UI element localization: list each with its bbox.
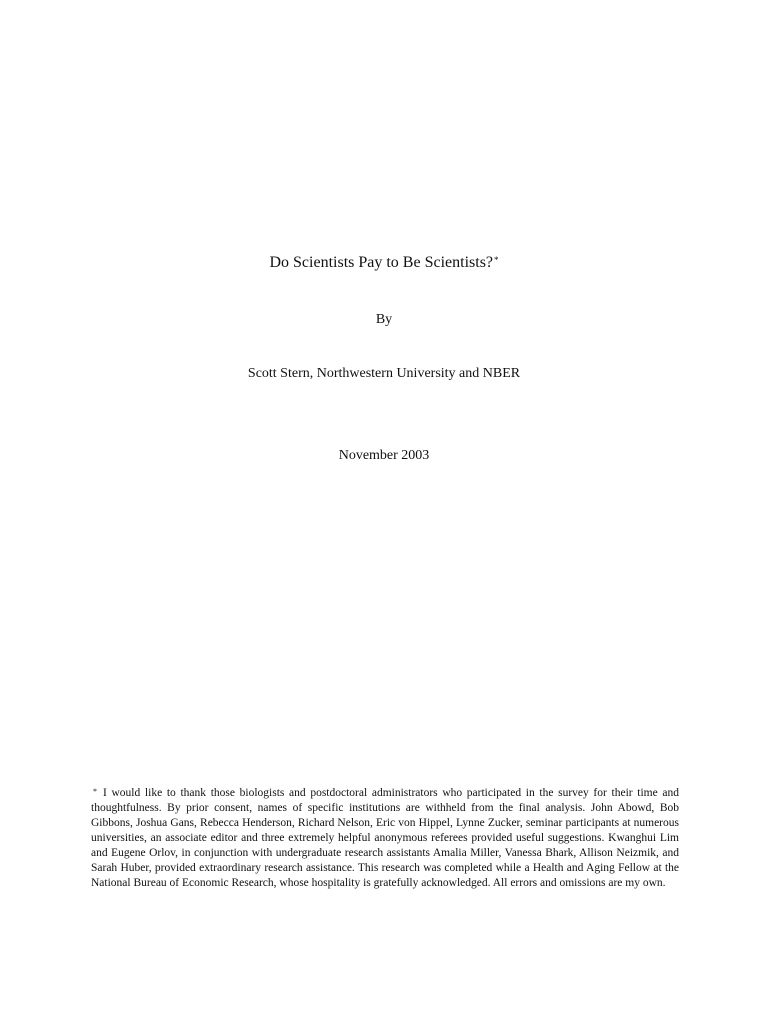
footnote-mark: * [93, 787, 97, 796]
byline-label: By [375, 312, 393, 327]
footnote-text: I would like to thank those biologists and postdoctoral administrators who participated in the survey for their time and thoughtfulness. By prior consent, names of specific institutions are withheld from the final analysis. John Abowd, Bob Gibbons, Joshua Gans, Rebecca Henderson, Richard Nelson, Eric von Hippel, Lynne Zucker, seminar participants at numerous universities, an associate editor and three extremely helpful anonymous referees provided useful suggestions. Kwanghui Lim and Eugene Orlov, in conjunction with undergraduate research assistants Amalia Miller, Vanessa Bhark, Allison Neizmik, and Sarah Huber, provided extraordinary research assistance. This research was completed while a Health and Aging Fellow at the National Bureau of Economic Research, whose hospitality is gratefully acknowledged. All errors and omissions are my own. [91, 787, 679, 889]
acknowledgement-footnote [91, 786, 679, 891]
title-footnote-mark: * [494, 255, 499, 265]
paper-title-text: Do Scientists Pay to Be Scientists? [269, 254, 494, 271]
publication-date: November 2003 [338, 448, 430, 463]
paper-title [0, 252, 768, 274]
author-affiliation: Scott Stern, Northwestern University and NBER [247, 366, 521, 381]
